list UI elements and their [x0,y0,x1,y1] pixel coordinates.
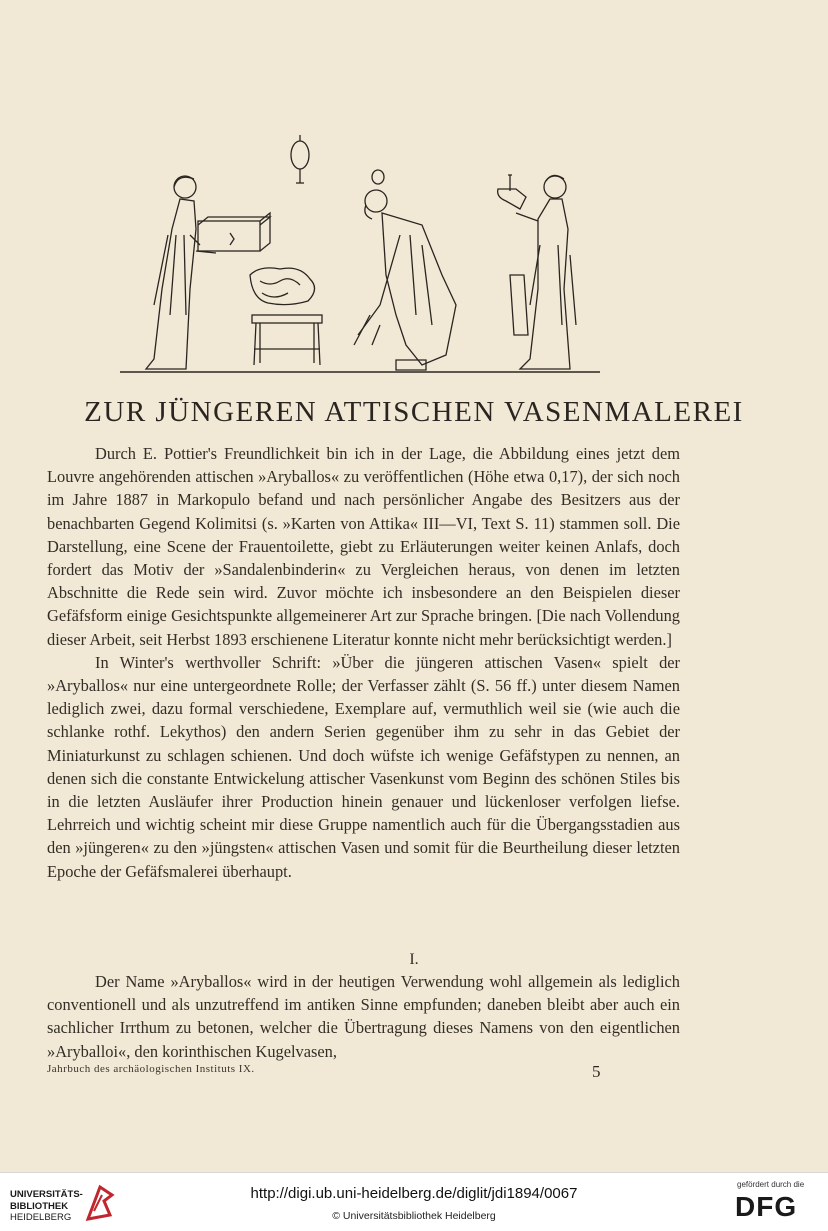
funding-caption: gefördert durch die [737,1180,805,1189]
stool-with-cloth [250,268,322,365]
paragraph: Der Name »Aryballos« wird in der heutigen Verwendung wohl allgemein als lediglich conventionell und als unzutreffend im antiken Sinne empfunden; daneben bleibt aber auch ein sachlicher Irrthum zu betonen, welcher die Übertragung dieses Namens von den eigentlichen »Aryballoi«, den korinthischen Kugelvasen, [47,972,680,1061]
paragraph: In Winter's werthvoller Schrift: »Über die jüngeren attischen Vasen« spielt der »Aryballos« nur eine untergeordnete Rolle; der Verfasser zählt (S. 56 ff.) unter diesem Namen lediglich zwei, dazu formal verschiedene, Exemplare auf, vermuthlich weil sie (wie auch die schlanke rothf. Lekythos) den andern Serien gegenüber ihm zu sehr in das Gebiet der Miniaturkunst zu schlagen schienen. Und doch wüfste ich wenige Gefäfstypen zu nennen, an denen sich die constante Entwickelung attischer Vasenkunst vom Beginn des schönen Stiles bis in die letzten Ausläufer ihrer Production hinein genauer und lückenloser verfolgen liefse. Lehrreich und wichtig scheint mir diese Gruppe namentlich auch für die Übergangsstadien aus den »jüngeren« zu den »jüngsten« attischen Vasen und somit für die Beurtheilung dieser letzten Epoche der Gefäfsmalerei überhaupt. [47,652,680,881]
journal-footer: Jahrbuch des archäologischen Instituts IX. [47,1063,255,1075]
body-text-section-1 [47,970,680,1063]
article-title: ZUR JÜNGEREN ATTISCHEN VASENMALEREI [84,396,744,428]
vase-painting-illustration [110,125,710,380]
dfg-logo[interactable]: DFG [735,1191,798,1222]
permalink-url[interactable]: http://digi.ub.uni-heidelberg.de/diglit/jdi1894/0067 [250,1185,578,1202]
figure-middle-sandal-binder [354,170,456,370]
digitization-footer-bar [0,1172,828,1231]
library-name-line: HEIDELBERG [10,1212,72,1223]
paragraph: Durch E. Pottier's Freundlichkeit bin ich in der Lage, die Abbildung eines jetzt dem Louvre angehörenden attischen »Aryballos« zu veröffentlichen (Höhe etwa 0,17), der sich noch im Jahre 1887 in Markopulo befand und nach persönlicher Angabe des Besitzers aus der benachbarten Gegend Kolimitsi (s. »Karten von Attika« III—VI, Text S. 11) stammen soll. Die Darstellung, eine Scene der Frauentoilette, giebt zu Erläuterungen weiter keinen Anlafs, doch fordert das Motiv der »Sandalenbinderin« zu Vergleichen heraus, von denen im letzten Abschnitte die Rede sein wird. Zuvor möchte ich insbesondere an den Beispielen dieser Gefäfsform einige Gesichtspunkte allgemeinerer Art zur Sprache bringen. [Die nach Vollendung dieser Arbeit, seit Herbst 1893 erschienene Literatur konnte nicht mehr berücksichtigt werden.] [47,444,680,649]
library-name-line: UNIVERSITÄTS- [10,1189,83,1200]
figure-left [146,176,270,369]
figure-right-with-tray [498,175,576,369]
section-number: I. [409,951,419,968]
body-text [47,442,680,883]
library-name-line: BIBLIOTHEK [10,1200,69,1212]
page-number: 5 [592,1062,601,1081]
copyright-notice: © Universitätsbibliothek Heidelberg [332,1210,496,1222]
hanging-mirror [291,135,309,183]
